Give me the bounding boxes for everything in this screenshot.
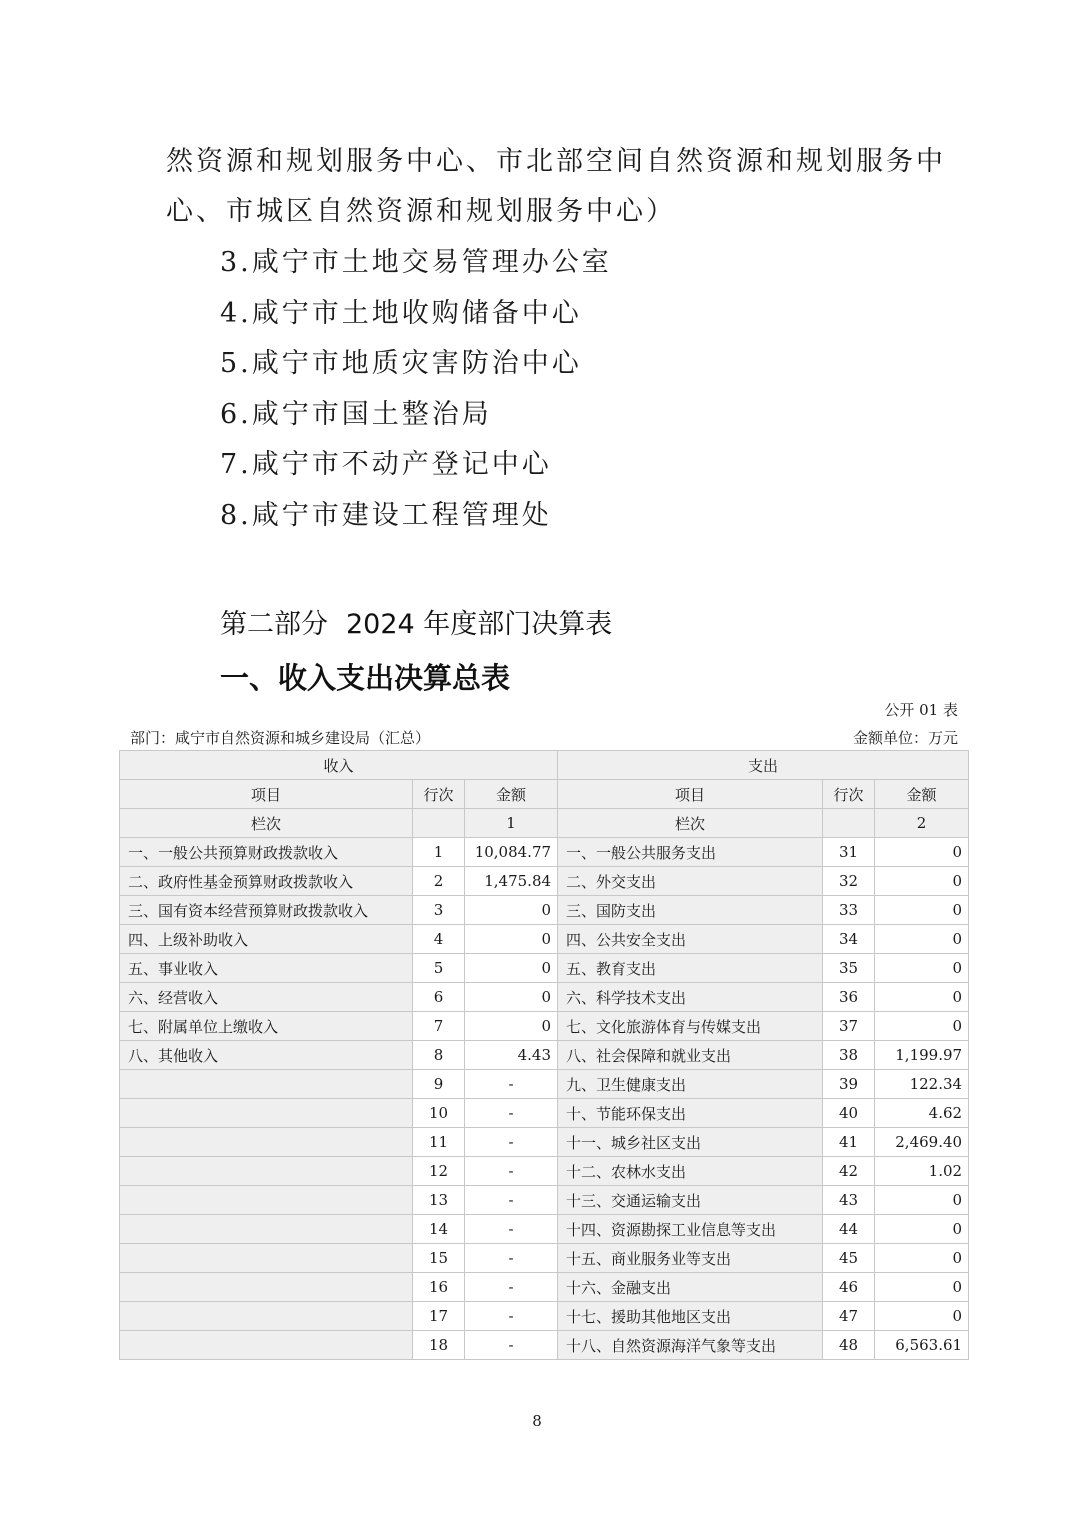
table-column-number-row [120, 809, 969, 838]
expense-item: 十八、自然资源海洋气象等支出 [558, 1331, 823, 1360]
unit-item: 8.咸宁市建设工程管理处 [220, 500, 552, 531]
income-row-number: 16 [413, 1273, 465, 1302]
unit-item: 4.咸宁市土地收购储备中心 [220, 298, 582, 329]
expense-row-number: 42 [823, 1157, 875, 1186]
expense-amount: 0 [875, 1186, 969, 1215]
table-row [120, 1273, 969, 1302]
income-column-number: 1 [465, 809, 558, 838]
expense-amount: 0 [875, 1302, 969, 1331]
income-item [120, 1331, 413, 1360]
income-amount: 0 [465, 983, 558, 1012]
income-row-number: 6 [413, 983, 465, 1012]
income-row-number: 2 [413, 867, 465, 896]
table-row [120, 1099, 969, 1128]
expense-amount: 0 [875, 1244, 969, 1273]
table-row [120, 954, 969, 983]
income-item [120, 1215, 413, 1244]
income-amount: - [465, 1302, 558, 1331]
expense-item: 十三、交通运输支出 [558, 1186, 823, 1215]
income-item [120, 1302, 413, 1331]
table-row [120, 1244, 969, 1273]
expense-row-number: 45 [823, 1244, 875, 1273]
unit-label: 金额单位：万元 [852, 729, 958, 747]
income-amount: - [465, 1157, 558, 1186]
expense-item: 三、国防支出 [558, 896, 823, 925]
income-header: 收入 [120, 751, 558, 780]
table-column-header-row [120, 780, 969, 809]
income-amount: - [465, 1273, 558, 1302]
expense-amount: 0 [875, 983, 969, 1012]
expense-amount: 0 [875, 896, 969, 925]
part-title: 2024 年度部门决算表 [346, 609, 613, 640]
income-item: 一、一般公共预算财政拨款收入 [120, 838, 413, 867]
income-row-number: 14 [413, 1215, 465, 1244]
expense-row-header: 行次 [823, 780, 875, 809]
expense-row-number: 48 [823, 1331, 875, 1360]
expense-item: 八、社会保障和就业支出 [558, 1041, 823, 1070]
income-item [120, 1157, 413, 1186]
paragraph-line-1: 然资源和规划服务中心、市北部空间自然资源和规划服务中 [166, 146, 946, 177]
expense-item: 十六、金融支出 [558, 1273, 823, 1302]
table-header-group-row [120, 751, 969, 780]
expense-row-number: 39 [823, 1070, 875, 1099]
income-item [120, 1186, 413, 1215]
expense-item: 一、一般公共服务支出 [558, 838, 823, 867]
income-item: 八、其他收入 [120, 1041, 413, 1070]
income-item: 五、事业收入 [120, 954, 413, 983]
expense-amount: 1,199.97 [875, 1041, 969, 1070]
expense-item: 七、文化旅游体育与传媒支出 [558, 1012, 823, 1041]
expense-item: 十、节能环保支出 [558, 1099, 823, 1128]
expense-amount: 0 [875, 925, 969, 954]
section-heading: 一、收入支出决算总表 [220, 661, 511, 695]
income-item: 二、政府性基金预算财政拨款收入 [120, 867, 413, 896]
expense-item: 四、公共安全支出 [558, 925, 823, 954]
income-row-number: 9 [413, 1070, 465, 1099]
income-row-number: 10 [413, 1099, 465, 1128]
income-column-empty [413, 809, 465, 838]
expense-amount: 0 [875, 867, 969, 896]
income-row-number: 4 [413, 925, 465, 954]
expense-item: 九、卫生健康支出 [558, 1070, 823, 1099]
expense-row-number: 32 [823, 867, 875, 896]
expense-column-number: 2 [875, 809, 969, 838]
expense-row-number: 34 [823, 925, 875, 954]
expense-row-number: 43 [823, 1186, 875, 1215]
table-row [120, 1128, 969, 1157]
income-amount: - [465, 1099, 558, 1128]
unit-item: 6.咸宁市国土整治局 [220, 399, 492, 430]
unit-item: 5.咸宁市地质灾害防治中心 [220, 348, 582, 379]
income-item [120, 1273, 413, 1302]
expense-row-number: 31 [823, 838, 875, 867]
income-item [120, 1099, 413, 1128]
table-row [120, 1041, 969, 1070]
income-row-number: 8 [413, 1041, 465, 1070]
table-code: 公开 01 表 [884, 701, 958, 719]
expense-row-number: 33 [823, 896, 875, 925]
expense-column-empty [823, 809, 875, 838]
expense-item: 六、科学技术支出 [558, 983, 823, 1012]
expense-item: 十二、农林水支出 [558, 1157, 823, 1186]
income-amount: 0 [465, 896, 558, 925]
expense-amount: 6,563.61 [875, 1331, 969, 1360]
income-row-number: 7 [413, 1012, 465, 1041]
expense-column-label: 栏次 [558, 809, 823, 838]
table-row [120, 1157, 969, 1186]
part-label: 第二部分 [220, 609, 328, 640]
expense-amount: 0 [875, 838, 969, 867]
income-amount: - [465, 1331, 558, 1360]
expense-amount: 0 [875, 954, 969, 983]
paragraph-line-2: 心、市城区自然资源和规划服务中心） [166, 196, 676, 227]
expense-amount: 0 [875, 1215, 969, 1244]
income-amount: 0 [465, 1012, 558, 1041]
income-column-label: 栏次 [120, 809, 413, 838]
expense-row-number: 40 [823, 1099, 875, 1128]
expense-amount: 1.02 [875, 1157, 969, 1186]
expense-item: 十一、城乡社区支出 [558, 1128, 823, 1157]
expense-item: 十四、资源勘探工业信息等支出 [558, 1215, 823, 1244]
income-row-number: 5 [413, 954, 465, 983]
part-heading [220, 602, 612, 641]
income-amount: 0 [465, 954, 558, 983]
expense-row-number: 46 [823, 1273, 875, 1302]
table-row [120, 983, 969, 1012]
expense-item: 二、外交支出 [558, 867, 823, 896]
expense-row-number: 37 [823, 1012, 875, 1041]
expense-row-number: 35 [823, 954, 875, 983]
expense-row-number: 47 [823, 1302, 875, 1331]
expense-item: 十七、援助其他地区支出 [558, 1302, 823, 1331]
income-row-number: 11 [413, 1128, 465, 1157]
income-amount: 0 [465, 925, 558, 954]
table-row [120, 1302, 969, 1331]
income-item [120, 1244, 413, 1273]
income-item: 六、经营收入 [120, 983, 413, 1012]
expense-amount: 4.62 [875, 1099, 969, 1128]
expense-item: 十五、商业服务业等支出 [558, 1244, 823, 1273]
table-row [120, 925, 969, 954]
table-row [120, 1012, 969, 1041]
income-amount: 10,084.77 [465, 838, 558, 867]
income-amount: - [465, 1070, 558, 1099]
income-item: 三、国有资本经营预算财政拨款收入 [120, 896, 413, 925]
unit-item: 7.咸宁市不动产登记中心 [220, 449, 552, 480]
income-row-number: 13 [413, 1186, 465, 1215]
income-item: 七、附属单位上缴收入 [120, 1012, 413, 1041]
income-row-number: 18 [413, 1331, 465, 1360]
income-row-number: 15 [413, 1244, 465, 1273]
income-row-number: 3 [413, 896, 465, 925]
income-expense-table [119, 750, 969, 1360]
expense-amount: 0 [875, 1012, 969, 1041]
expense-row-number: 36 [823, 983, 875, 1012]
income-row-number: 1 [413, 838, 465, 867]
expense-header: 支出 [558, 751, 969, 780]
table-row [120, 1186, 969, 1215]
income-item-header: 项目 [120, 780, 413, 809]
expense-row-number: 38 [823, 1041, 875, 1070]
income-amount: 1,475.84 [465, 867, 558, 896]
income-amount: - [465, 1186, 558, 1215]
income-amount: - [465, 1128, 558, 1157]
income-row-number: 17 [413, 1302, 465, 1331]
page-number: 8 [532, 1412, 542, 1430]
income-item [120, 1070, 413, 1099]
expense-item: 五、教育支出 [558, 954, 823, 983]
unit-item: 3.咸宁市土地交易管理办公室 [220, 247, 612, 278]
income-row-number: 12 [413, 1157, 465, 1186]
table-row [120, 838, 969, 867]
expense-amount-header: 金额 [875, 780, 969, 809]
table-row [120, 867, 969, 896]
income-amount: 4.43 [465, 1041, 558, 1070]
table-row [120, 1070, 969, 1099]
expense-item-header: 项目 [558, 780, 823, 809]
income-row-header: 行次 [413, 780, 465, 809]
income-amount: - [465, 1244, 558, 1273]
department-label: 部门：咸宁市自然资源和城乡建设局（汇总） [130, 729, 431, 747]
table-row [120, 1215, 969, 1244]
expense-row-number: 44 [823, 1215, 875, 1244]
income-item [120, 1128, 413, 1157]
table-row [120, 1331, 969, 1360]
income-item: 四、上级补助收入 [120, 925, 413, 954]
income-amount-header: 金额 [465, 780, 558, 809]
expense-amount: 2,469.40 [875, 1128, 969, 1157]
expense-amount: 0 [875, 1273, 969, 1302]
expense-row-number: 41 [823, 1128, 875, 1157]
table-row [120, 896, 969, 925]
expense-amount: 122.34 [875, 1070, 969, 1099]
income-amount: - [465, 1215, 558, 1244]
